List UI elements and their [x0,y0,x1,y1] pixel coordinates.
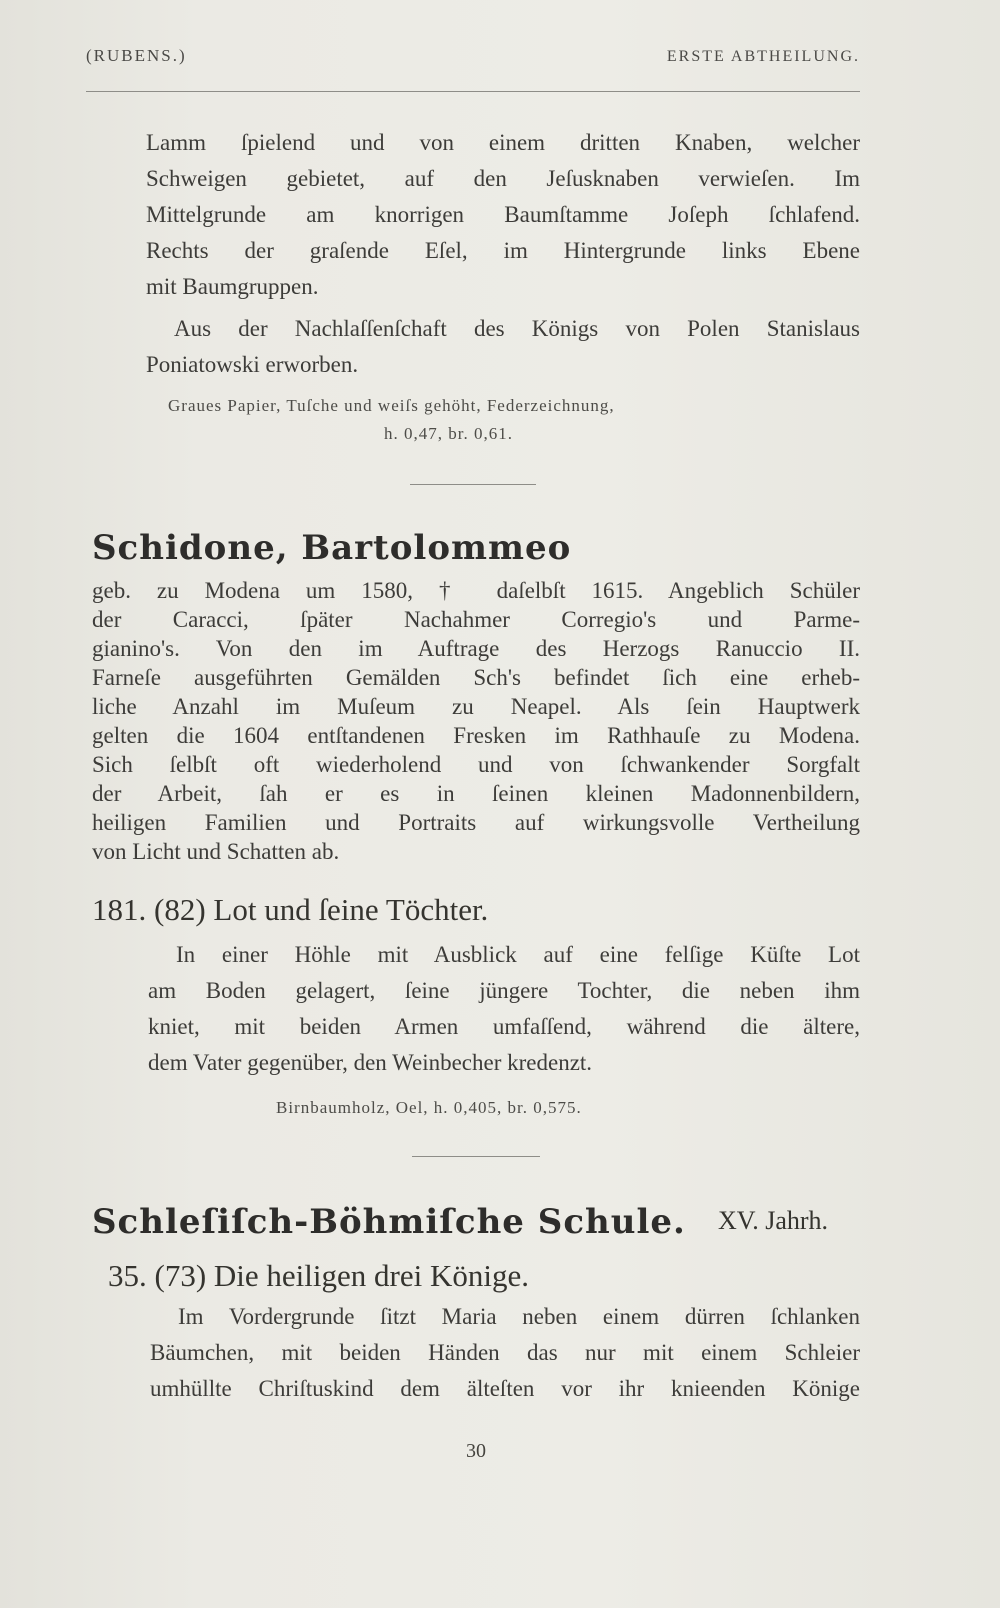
bio-line: heiligen Familien und Portraits auf wirkungsvolle Vertheilung [92,810,860,835]
entry-line: In einer Höhle mit Ausblick auf eine felſige Küſte Lot [176,942,860,967]
caption-line: h. 0,47, br. 0,61. [384,424,513,443]
entry-line: Im Vordergrunde ſitzt Maria neben einem dürren ſchlanken [178,1304,860,1329]
entry-line: umhüllte Chriſtuskind dem älteſten vor ihr knieenden Könige [150,1376,860,1401]
entry-line: am Boden gelagert, ſeine jüngere Tochter, die neben ihm [148,978,860,1003]
provenance-line: Aus der Nachlaſſenſchaft des Königs von Polen Stanislaus [174,316,860,341]
header-rule [86,91,860,92]
body-line: Lamm ſpielend und von einem dritten Knaben, welcher [146,130,860,155]
running-header-left: (RUBENS.) [86,46,187,65]
page-number: 30 [466,1440,486,1462]
bio-line: gianino's. Von den im Auftrage des Herzogs Ranuccio II. [92,636,860,661]
bio-line: von Licht und Schatten ab. [92,839,340,864]
bio-line: der Caracci, ſpäter Nachahmer Corregio's und Parme- [92,607,860,632]
entry-line: Bäumchen, mit beiden Händen das nur mit einem Schleier [150,1340,860,1365]
entry-line: kniet, mit beiden Armen umfaſſend, während die ältere, [148,1014,860,1039]
bio-line: geb. zu Modena um 1580, † daſelbſt 1615. Angeblich Schüler [92,578,860,603]
bio-line: Farneſe ausgeführten Gemälden Sch's befindet ſich eine erheb- [92,665,860,690]
bio-line: liche Anzahl im Muſeum zu Neapel. Als ſein Hauptwerk [92,694,860,719]
caption-line: Graues Papier, Tuſche und weiſs gehöht, Federzeichnung, [168,396,615,415]
catalog-entry-title: 35. (73) Die heiligen drei Könige. [108,1258,529,1293]
catalog-entry-title: 181. (82) Lot und ſeine Töchter. [92,892,489,927]
body-line: Rechts der graſende Eſel, im Hintergrunde links Ebene [146,238,860,263]
body-line: mit Baumgruppen. [146,274,319,299]
bio-line: Sich ſelbſt oft wiederholend und von ſchwankender Sorgfalt [92,752,860,777]
section-divider [412,1156,540,1157]
century-label: XV. Jahrh. [718,1206,829,1235]
artist-heading: Schidone, Bartolommeo [92,528,572,568]
bio-line: der Arbeit, ſah er es in ſeinen kleinen Madonnenbildern, [92,781,860,806]
running-header-right: ERSTE ABTHEILUNG. [666,48,860,65]
school-heading: Schleſiſch-Böhmiſche Schule. [92,1202,686,1242]
body-line: Schweigen gebietet, auf den Jeſusknaben verwieſen. Im [146,166,860,191]
caption-line: Birnbaumholz, Oel, h. 0,405, br. 0,575. [276,1098,582,1117]
body-line: Mittelgrunde am knorrigen Baumſtamme Joſeph ſchlafend. [146,202,860,227]
provenance-line: Poniatowski erworben. [146,352,359,377]
section-divider [410,484,536,485]
bio-line: gelten die 1604 entſtandenen Fresken im Rathhauſe zu Modena. [92,723,860,748]
entry-line: dem Vater gegenüber, den Weinbecher kredenzt. [148,1050,593,1075]
